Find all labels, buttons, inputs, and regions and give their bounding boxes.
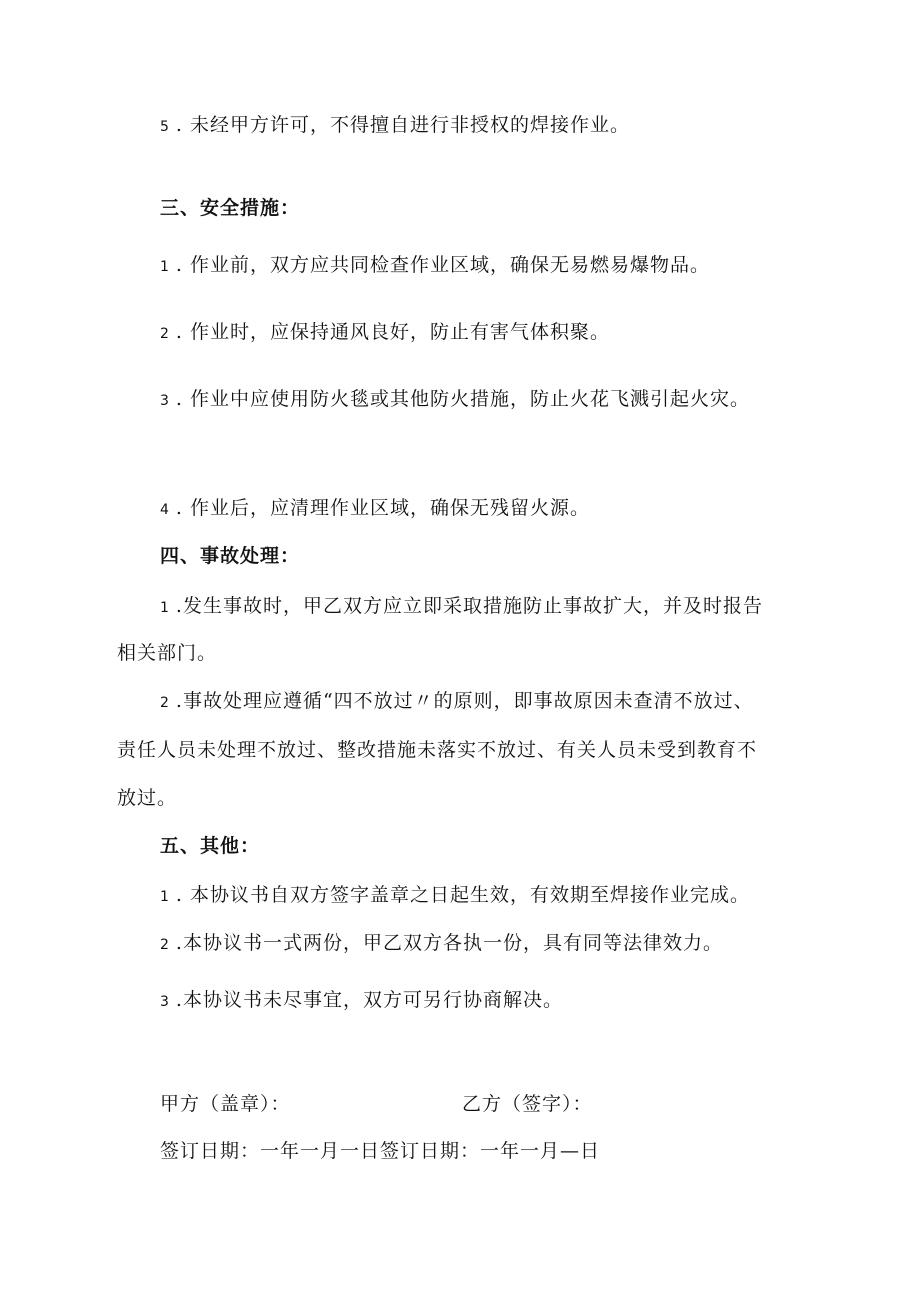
safety-item-1 xyxy=(160,253,710,279)
safety-item-3 xyxy=(160,387,750,413)
safety-item-4 xyxy=(160,496,590,522)
item-text: . 作业中应使用防火毯或其他防火措施，防止火花飞溅引起火灾。 xyxy=(175,388,751,410)
item-number: 1 xyxy=(160,259,170,275)
accident-item-2-continued: 责任人员未处理不放过、整改措施未落实不放过、有关人员未受到教育不 xyxy=(117,739,758,761)
accident-item-2 xyxy=(160,689,754,715)
item-number: 5 xyxy=(160,119,170,135)
accident-item-1 xyxy=(160,594,763,620)
item-text: . 作业前，双方应共同检查作业区域，确保无易燃易爆物品。 xyxy=(175,254,711,276)
item-number: 2 xyxy=(160,326,170,342)
item-text: .发生事故时，甲乙双方应立即采取措施防止事故扩大，并及时报告 xyxy=(175,595,763,617)
other-item-2 xyxy=(160,931,723,957)
signing-date-line: 签订日期：一年一月一日签订日期：一年一月—日 xyxy=(160,1140,601,1162)
item-text: . 未经甲方许可，不得擅自进行非授权的焊接作业。 xyxy=(175,114,631,136)
other-item-3 xyxy=(160,988,563,1014)
item-number: 2 xyxy=(160,695,170,711)
section-heading-safety: 三、安全措施： xyxy=(160,197,301,219)
item-text: .事故处理应遵循“四不放过〃的原则，即事故原因未查清不放过、 xyxy=(175,690,754,712)
other-item-1 xyxy=(160,883,750,909)
safety-item-2 xyxy=(160,320,610,346)
item-number: 1 xyxy=(160,889,170,905)
section-heading-accident: 四、事故处理： xyxy=(160,545,301,567)
item-5 xyxy=(160,113,630,139)
item-text: .本协议书未尽事宜，双方可另行协商解决。 xyxy=(175,989,563,1011)
item-text: . 本协议书自双方签字盖章之日起生效，有效期至焊接作业完成。 xyxy=(175,884,751,906)
accident-item-1-continued: 相关部门。 xyxy=(117,642,218,664)
accident-item-2-continued-2: 放过。 xyxy=(117,787,178,809)
party-b-signature-label: 乙方（签字）： xyxy=(462,1093,593,1115)
item-number: 2 xyxy=(160,937,170,953)
item-number: 1 xyxy=(160,600,170,616)
item-number: 3 xyxy=(160,393,170,409)
section-heading-other: 五、其他： xyxy=(160,835,261,857)
item-text: . 作业后，应清理作业区域，确保无残留火源。 xyxy=(175,497,591,519)
item-text: . 作业时，应保持通风良好，防止有害气体积聚。 xyxy=(175,321,611,343)
item-number: 3 xyxy=(160,994,170,1010)
item-number: 4 xyxy=(160,502,170,518)
party-a-signature-label: 甲方（盖章）： xyxy=(160,1093,291,1115)
item-text: .本协议书一式两份，甲乙双方各执一份，具有同等法律效力。 xyxy=(175,932,723,954)
